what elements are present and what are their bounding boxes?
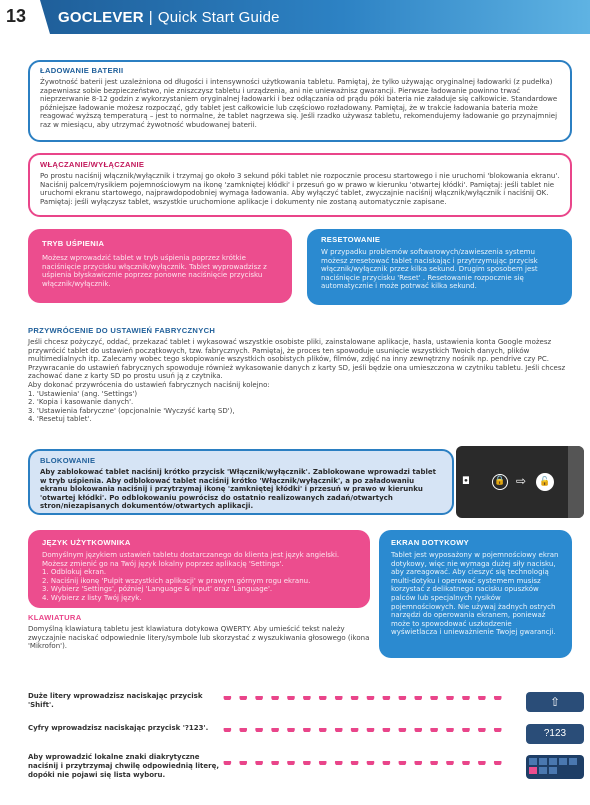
- dotted-leader: [223, 761, 504, 765]
- diacritics-popup-icon: [526, 755, 584, 779]
- factory-step: 3. 'Ustawienia fabryczne' (opcjonalnie 'Wyczyść kartę SD'),: [28, 406, 235, 415]
- sleep-heading: TRYB UŚPIENIA: [42, 239, 105, 248]
- lockscreen-illustration: [456, 446, 584, 518]
- page-header: [0, 0, 590, 34]
- guide-title: Quick Start Guide: [157, 9, 280, 26]
- language-section: [28, 530, 370, 608]
- title-separator: |: [148, 9, 153, 26]
- language-step: 4. Wybierz z listy Twój język.: [42, 593, 142, 602]
- dotted-leader: [223, 696, 504, 700]
- reset-text: W przypadku problemów softwarowych/zawieszenia systemu możesz zresetować tablet naciskając i przytrzymując przycisk włącznik/wyłącznik przez kilka sekund. Drugim sposobem jest naciśnięcie przycisku 'Reset' . Resetowanie rozpocznie się automatycznie i może potrwać kilka sekund.: [321, 248, 538, 291]
- factory-intro: Aby dokonać przywrócenia do ustawień fabrycznych naciśnij kolejno:: [28, 380, 270, 389]
- touchscreen-text: Tablet jest wyposażony w pojemnościowy ekran dotykowy, więc nie wymaga dużej siły nacisku, aby zareagować. Aby cieszyć się technologią multi-dotyku i operować systemem musisz korzystać z delikatnego nacisku opuszków palców lub specjalnych rysików pojemnościowych. Nie używaj żadnych ostrych narzędzi do operowania ekranem, ponieważ może to spowodować uszkodzenie wyświetlacza i unieważnienie Twojej gwarancji.: [391, 551, 559, 637]
- language-step: 1. Odblokuj ekran.: [42, 568, 107, 577]
- power-text: Po prostu naciśnij włącznik/wyłącznik i trzymaj go około 3 sekund póki tablet nie rozpocznie procesu startowego i nie uruchomi 'blokowania ekranu'. Naciśnij palcem/rysikiem pojemnościowym na ikonę 'zamkniętej kłódki' i przesuń go w prawo w kierunku 'otwartej kłódki'. Pamiętaj: jeśli tablet nie uruchomi ekranu startowego, najprawdopodobniej wymaga ładowania. Aby wyłączyć tablet, zwyczajnie naciśnij włącznik/wyłącznik i naciśnij OK. Pamiętaj: jeśli wyłączysz tablet, wszystkie uruchomione aplikacje i dokumenty nie zostaną automatycznie zapisane.: [40, 172, 560, 206]
- numbers-tip-text: Cyfry wprowadzisz naciskając przycisk '?123'.: [28, 724, 209, 732]
- header-title: [58, 9, 280, 26]
- battery-heading: ŁADOWANIE BATERII: [40, 66, 124, 75]
- diacritics-tip-text: Aby wprowadzić lokalne znaki diakrytyczne naciśnij i przytrzymaj chwilę odpowiednią literę, dopóki nie pojawi się lista wyboru.: [28, 753, 220, 779]
- battery-section: [28, 60, 572, 142]
- camera-icon: ◘: [462, 476, 470, 487]
- lock-heading: BLOKOWANIE: [40, 456, 96, 465]
- power-heading: WŁĄCZANIE/WYŁĄCZANIE: [40, 160, 145, 169]
- reset-heading: RESETOWANIE: [321, 235, 381, 244]
- closed-lock-icon: 🔒: [492, 474, 508, 490]
- arrow-right-icon: ⇨: [516, 474, 527, 488]
- factory-step: 2. 'Kopia i kasowanie danych'.: [28, 398, 134, 407]
- shift-key-icon: ⇧: [526, 692, 584, 712]
- power-section: [28, 153, 572, 217]
- brand-name: GOCLEVER: [58, 9, 144, 26]
- sleep-section: [28, 229, 292, 303]
- factory-step: 4. 'Resetuj tablet'.: [28, 415, 92, 424]
- language-text: Domyślnym językiem ustawień tabletu dostarczanego do klienta jest język angielski. Możesz zmienić go na Twój język lokalny poprzez aplikację 'Settings'.: [42, 551, 340, 568]
- factory-section: [28, 326, 572, 424]
- factory-steps: [28, 390, 572, 424]
- lock-section: [28, 449, 454, 515]
- factory-step: 1. 'Ustawienia' (ang. 'Settings'): [28, 389, 138, 398]
- shift-tip-text: Duże litery wprowadzisz naciskając przycisk 'Shift'.: [28, 692, 203, 709]
- touchscreen-section: [379, 530, 572, 658]
- factory-heading: PRZYWRÓCENIE DO USTAWIEŃ FABRYCZNYCH: [28, 326, 216, 335]
- language-heading: JĘZYK UŻYTKOWNIKA: [42, 538, 131, 547]
- touchscreen-heading: EKRAN DOTYKOWY: [391, 538, 470, 547]
- sleep-text: Możesz wprowadzić tablet w tryb uśpienia poprzez krótkie naciśnięcie przycisku włącznik/wyłącznik. Tablet wyprowadzisz z uśpienia błyskawicznie poprzez ponowne naciśnięcie przycisku włącznik/wyłącznik.: [42, 254, 267, 288]
- keyboard-heading: KLAWIATURA: [28, 613, 82, 622]
- reset-section: [307, 229, 572, 305]
- language-step: 3. Wybierz 'Settings', później 'Language & input' oraz 'Language'.: [42, 585, 273, 594]
- factory-text: Jeśli chcesz pożyczyć, oddać, przekazać tablet i wykasować wszystkie osobiste pliki, zainstalowane aplikacje, hasła, ustawienia konta Google możesz przywrócić tablet do ustawień początkowych, tzw. fabrycznych. Pamiętaj, że proces ten spowoduje usunięcie wszystkich Twoich danych, plików multimedialnych itp. Zalecamy wobec tego skopiowanie wszystkich osobistych plików, filmów, zdjęć na inny zewnętrzny nośnik np. pendrive czy PC. Przywracanie do ustawień fabrycznych spowoduje również wykasowanie danych z karty SD, jeśli będzie ona umieszczona w czytniku tabletu. Jeśli chcesz zachować dane z karty SD po prostu usuń ją z czytnika.: [28, 338, 566, 381]
- numbers-key-icon: ?123: [526, 724, 584, 744]
- open-lock-icon: 🔓: [536, 473, 554, 491]
- diacritics-tip: [28, 753, 584, 789]
- device-edge: [568, 446, 584, 518]
- page-number: 13: [6, 6, 27, 26]
- lock-text: Aby zablokować tablet naciśnij krótko przycisk 'Włącznik/wyłącznik'. Zablokowane wprowadzi tablet w tryb uśpienia. Aby odblokować tablet naciśnij krótko 'Włącznik/wyłącznik', a po załadowaniu ekranu blokowania naciśnij i przytrzymaj ikonę 'zamkniętej kłódki' i przesuń w prawo w kierunku 'otwartej kłódki'. Po odblokowaniu powrócisz do ostatnio realizowanych zadań/otwartych stron/niezapisanych dokumentów/otwartych aplikacji.: [40, 468, 436, 511]
- keyboard-text: Domyślną klawiaturą tabletu jest klawiatura dotykowa QWERTY. Aby umieścić tekst należy zwyczajnie naciskać odpowiednie litery/symbole lub skorzystać z wyszukiwania głosowego (ikona 'Mikrofon').: [28, 625, 370, 651]
- shift-tip: [28, 692, 584, 718]
- dotted-leader: [223, 728, 504, 732]
- numbers-tip: [28, 724, 584, 748]
- language-step: 2. Naciśnij ikonę 'Pulpit wszystkich aplikacji' w prawym górnym rogu ekranu.: [42, 576, 311, 585]
- keyboard-section: [28, 613, 373, 651]
- battery-text: Żywotność baterii jest uzależniona od długości i intensywności użytkowania tabletu. Pamiętaj, że tylko używając oryginalnej ładowarki (z pudełka) zapewniasz sobie bezpieczeństwo, nie zniszczysz tabletu i urządzenia, ani nie unieważnisz gwarancji. Pierwsze ładowanie powinno trwać nieprzerwanie 8-12 godzin z wykorzystaniem oryginalnej ładowarki i bez odłączania od prądu póki bateria nie załaduje się całkowicie. Standardowe późniejsze ładowanie możesz rozpocząć, gdy tablet jest całkowicie lub częściowo rozładowany. Pamiętaj, że w trakcie ładowania bateria może reagować wyższą temperaturą – jest to normalne, że tablet nagrzewa się. Jeśli rzadko używasz tabletu, rekomendujemy ładowanie go przynajmniej raz w miesiącu, aby utrzymać żywotność wbudowanej baterii.: [40, 78, 558, 129]
